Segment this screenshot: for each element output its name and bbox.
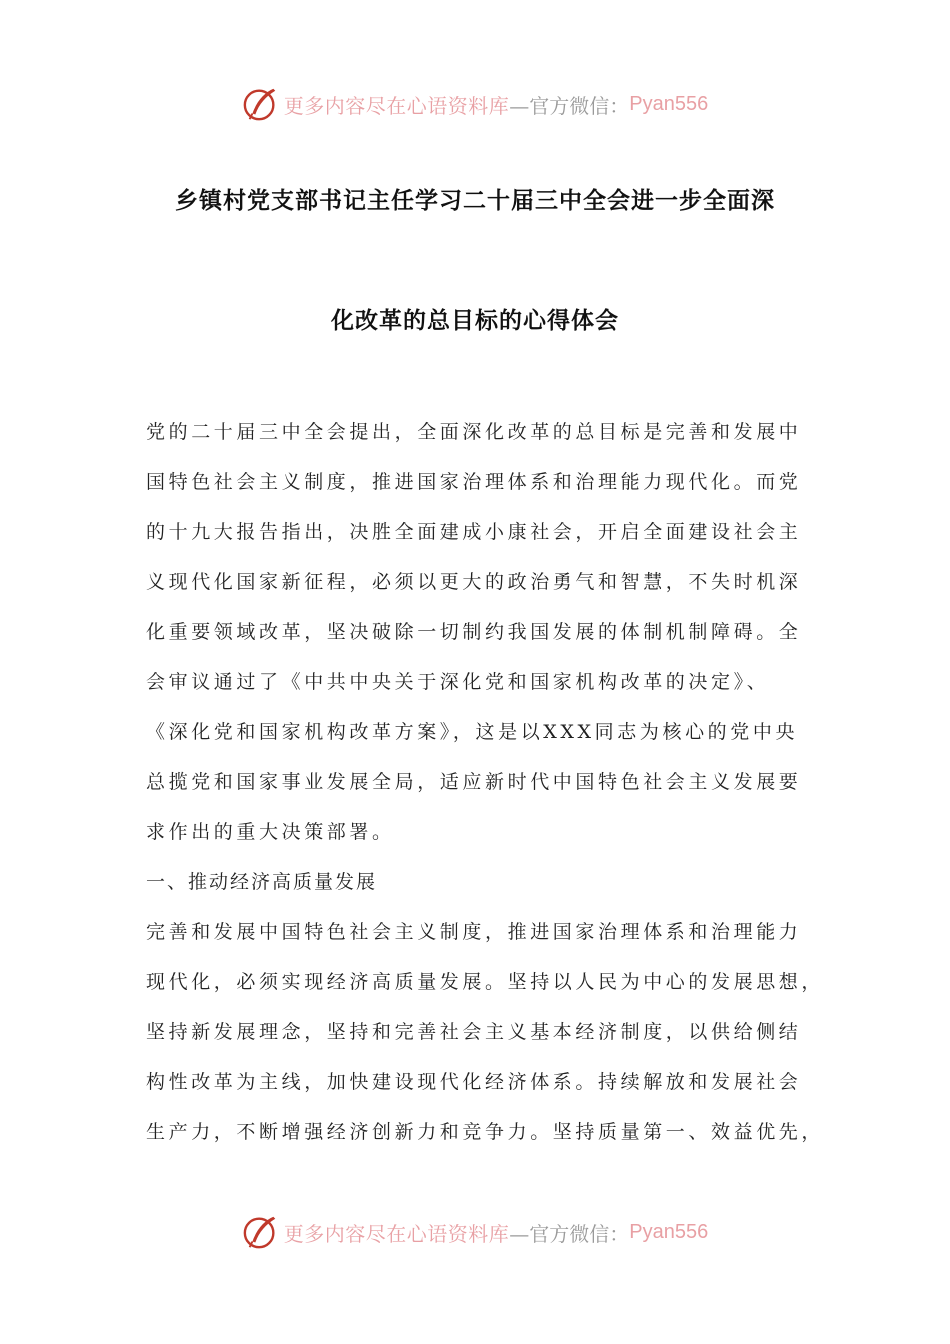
- watermark-text: 更多内容尽在心语资料库: [283, 93, 510, 118]
- watermark-separator: —官方微信：: [509, 93, 630, 118]
- document-title-line-2: 化改革的总目标的心得体会: [331, 308, 619, 334]
- body-line: 总揽党和国家事业发展全局，适应新时代中国特色社会主义发展要: [146, 771, 802, 793]
- body-line: 坚持新发展理念，坚持和完善社会主义基本经济制度，以供给侧结: [146, 1021, 802, 1043]
- quill-logo-icon: [242, 85, 280, 123]
- quill-logo-icon: [242, 1213, 280, 1251]
- body-line: 现代化，必须实现经济高质量发展。坚持以人民为中心的发展思想，: [146, 971, 825, 993]
- document-title-line-1: 乡镇村党支部书记主任学习二十届三中全会进一步全面深: [175, 188, 775, 214]
- body-line: 生产力，不断增强经济创新力和竞争力。坚持质量第一、效益优先，: [146, 1121, 825, 1143]
- body-line: 国特色社会主义制度，推进国家治理体系和治理能力现代化。而党: [146, 471, 802, 493]
- body-line: 化重要领域改革，坚决破除一切制约我国发展的体制机制障碍。全: [146, 621, 802, 643]
- watermark-separator: —官方微信：: [509, 1221, 630, 1246]
- body-line: 会审议通过了《中共中央关于深化党和国家机构改革的决定》、: [146, 671, 770, 693]
- watermark-text: 更多内容尽在心语资料库: [283, 1221, 510, 1246]
- body-line: 求作出的重大决策部署。: [146, 821, 395, 843]
- document-body: [146, 415, 825, 1165]
- body-line: 《深化党和国家机构改革方案》，这是以XXX同志为核心的党中央: [146, 721, 799, 743]
- section-heading: 一、推动经济高质量发展: [146, 871, 378, 893]
- watermark-account: Pyan556: [629, 1220, 709, 1243]
- body-line: 完善和发展中国特色社会主义制度，推进国家治理体系和治理能力: [146, 921, 802, 943]
- body-line: 义现代化国家新征程，必须以更大的政治勇气和智慧，不失时机深: [146, 571, 802, 593]
- watermark-account: Pyan556: [629, 92, 709, 115]
- body-line: 党的二十届三中全会提出，全面深化改革的总目标是完善和发展中: [146, 421, 802, 443]
- body-line: 构性改革为主线，加快建设现代化经济体系。持续解放和发展社会: [146, 1071, 802, 1093]
- watermark-banner-bottom: [0, 1210, 950, 1254]
- watermark-banner-top: [0, 82, 950, 126]
- body-line: 的十九大报告指出，决胜全面建成小康社会，开启全面建设社会主: [146, 521, 802, 543]
